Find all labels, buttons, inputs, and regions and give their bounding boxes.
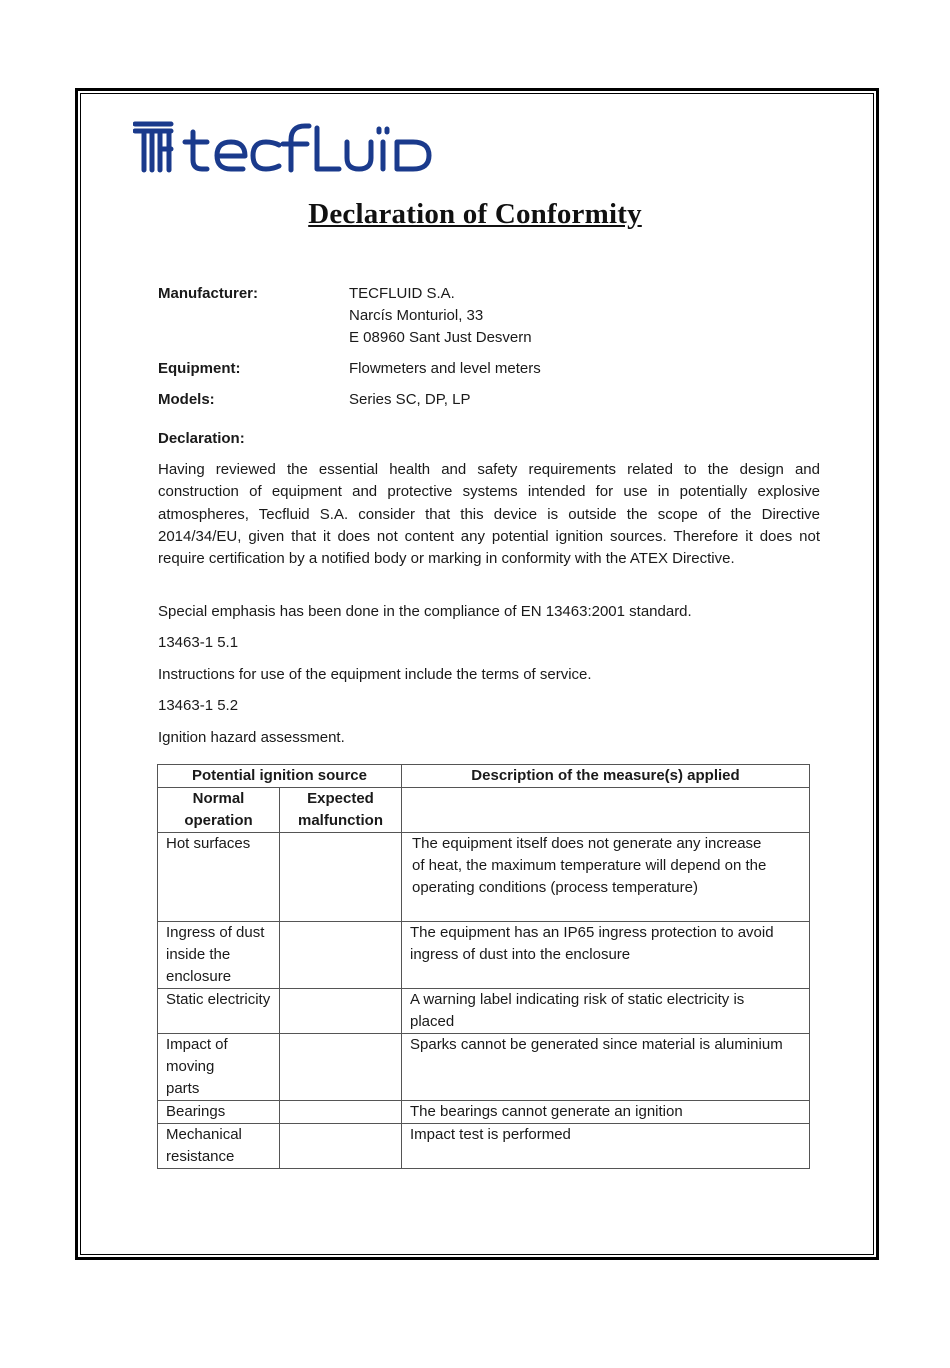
standard-ref-1-text: Instructions for use of the equipment include the terms of service. (158, 666, 592, 683)
table-subheader-row (158, 788, 810, 833)
models-label: Models: (158, 391, 215, 408)
standard-ref-2-text: Ignition hazard assessment. (158, 729, 345, 746)
row-expected (280, 1034, 402, 1101)
header-measure-empty (402, 788, 810, 833)
ignition-hazard-table (157, 764, 810, 1169)
models-value: Series SC, DP, LP (349, 391, 471, 408)
standard-ref-2: 13463-1 5.2 (158, 697, 239, 714)
row-measure: Sparks cannot be generated since material is aluminium (402, 1034, 810, 1101)
declaration-label: Declaration: (158, 430, 245, 447)
manufacturer-city: E 08960 Sant Just Desvern (349, 329, 532, 346)
manufacturer-label: Manufacturer: (158, 285, 259, 302)
table-row (158, 1034, 810, 1101)
equipment-label: Equipment: (158, 360, 241, 377)
header-normal-operation: Normal operation (158, 788, 280, 833)
row-normal: Impact of moving parts (158, 1034, 280, 1101)
row-expected (280, 833, 402, 922)
row-measure: Impact test is performed (402, 1124, 810, 1169)
row-measure: The equipment has an IP65 ingress protection to avoid ingress of dust into the enclosure (402, 922, 810, 989)
tecfluid-logo (133, 118, 443, 176)
header-expected-malfunction: Expected malfunction (280, 788, 402, 833)
equipment-value: Flowmeters and level meters (349, 360, 541, 377)
row-measure: A warning label indicating risk of static electricity is placed (402, 989, 810, 1034)
table-row (158, 989, 810, 1034)
manufacturer-name: TECFLUID S.A. (349, 285, 455, 302)
row-normal: Mechanical resistance (158, 1124, 280, 1169)
manufacturer-street: Narcís Monturiol, 33 (349, 307, 484, 324)
emphasis-text: Special emphasis has been done in the compliance of EN 13463:2001 standard. (158, 603, 692, 620)
declaration-paragraph: Having reviewed the essential health and safety requirements related to the design and construction of equipment and protective systems intended for use in potentially explosive atmospheres, Tecfluid S.A. consider that this device is outside the scope of the Directive 2014/34/EU, given that it does not content any potential ignition sources. Therefore it does not require certification by a notified body or marking in conformity with the ATEX Directive. (158, 461, 820, 568)
row-measure: The equipment itself does not generate any increase of heat, the maximum temperature will depend on the operating conditions (process temperature) (402, 833, 810, 922)
row-normal: Hot surfaces (158, 833, 280, 922)
row-normal: Ingress of dust inside the enclosure (158, 922, 280, 989)
standard-ref-1: 13463-1 5.1 (158, 634, 239, 651)
table-row (158, 1101, 810, 1124)
table-row (158, 833, 810, 922)
row-measure: The bearings cannot generate an ignition (402, 1101, 810, 1124)
row-expected (280, 989, 402, 1034)
table-header-row (158, 765, 810, 788)
document-title: Declaration of Conformity (308, 198, 642, 230)
row-normal: Bearings (158, 1101, 280, 1124)
header-measure: Description of the measure(s) applied (402, 765, 810, 788)
row-expected (280, 1124, 402, 1169)
table-row (158, 1124, 810, 1169)
table-row (158, 922, 810, 989)
row-expected (280, 922, 402, 989)
header-ignition-source: Potential ignition source (158, 765, 402, 788)
row-normal: Static electricity (158, 989, 280, 1034)
row-expected (280, 1101, 402, 1124)
